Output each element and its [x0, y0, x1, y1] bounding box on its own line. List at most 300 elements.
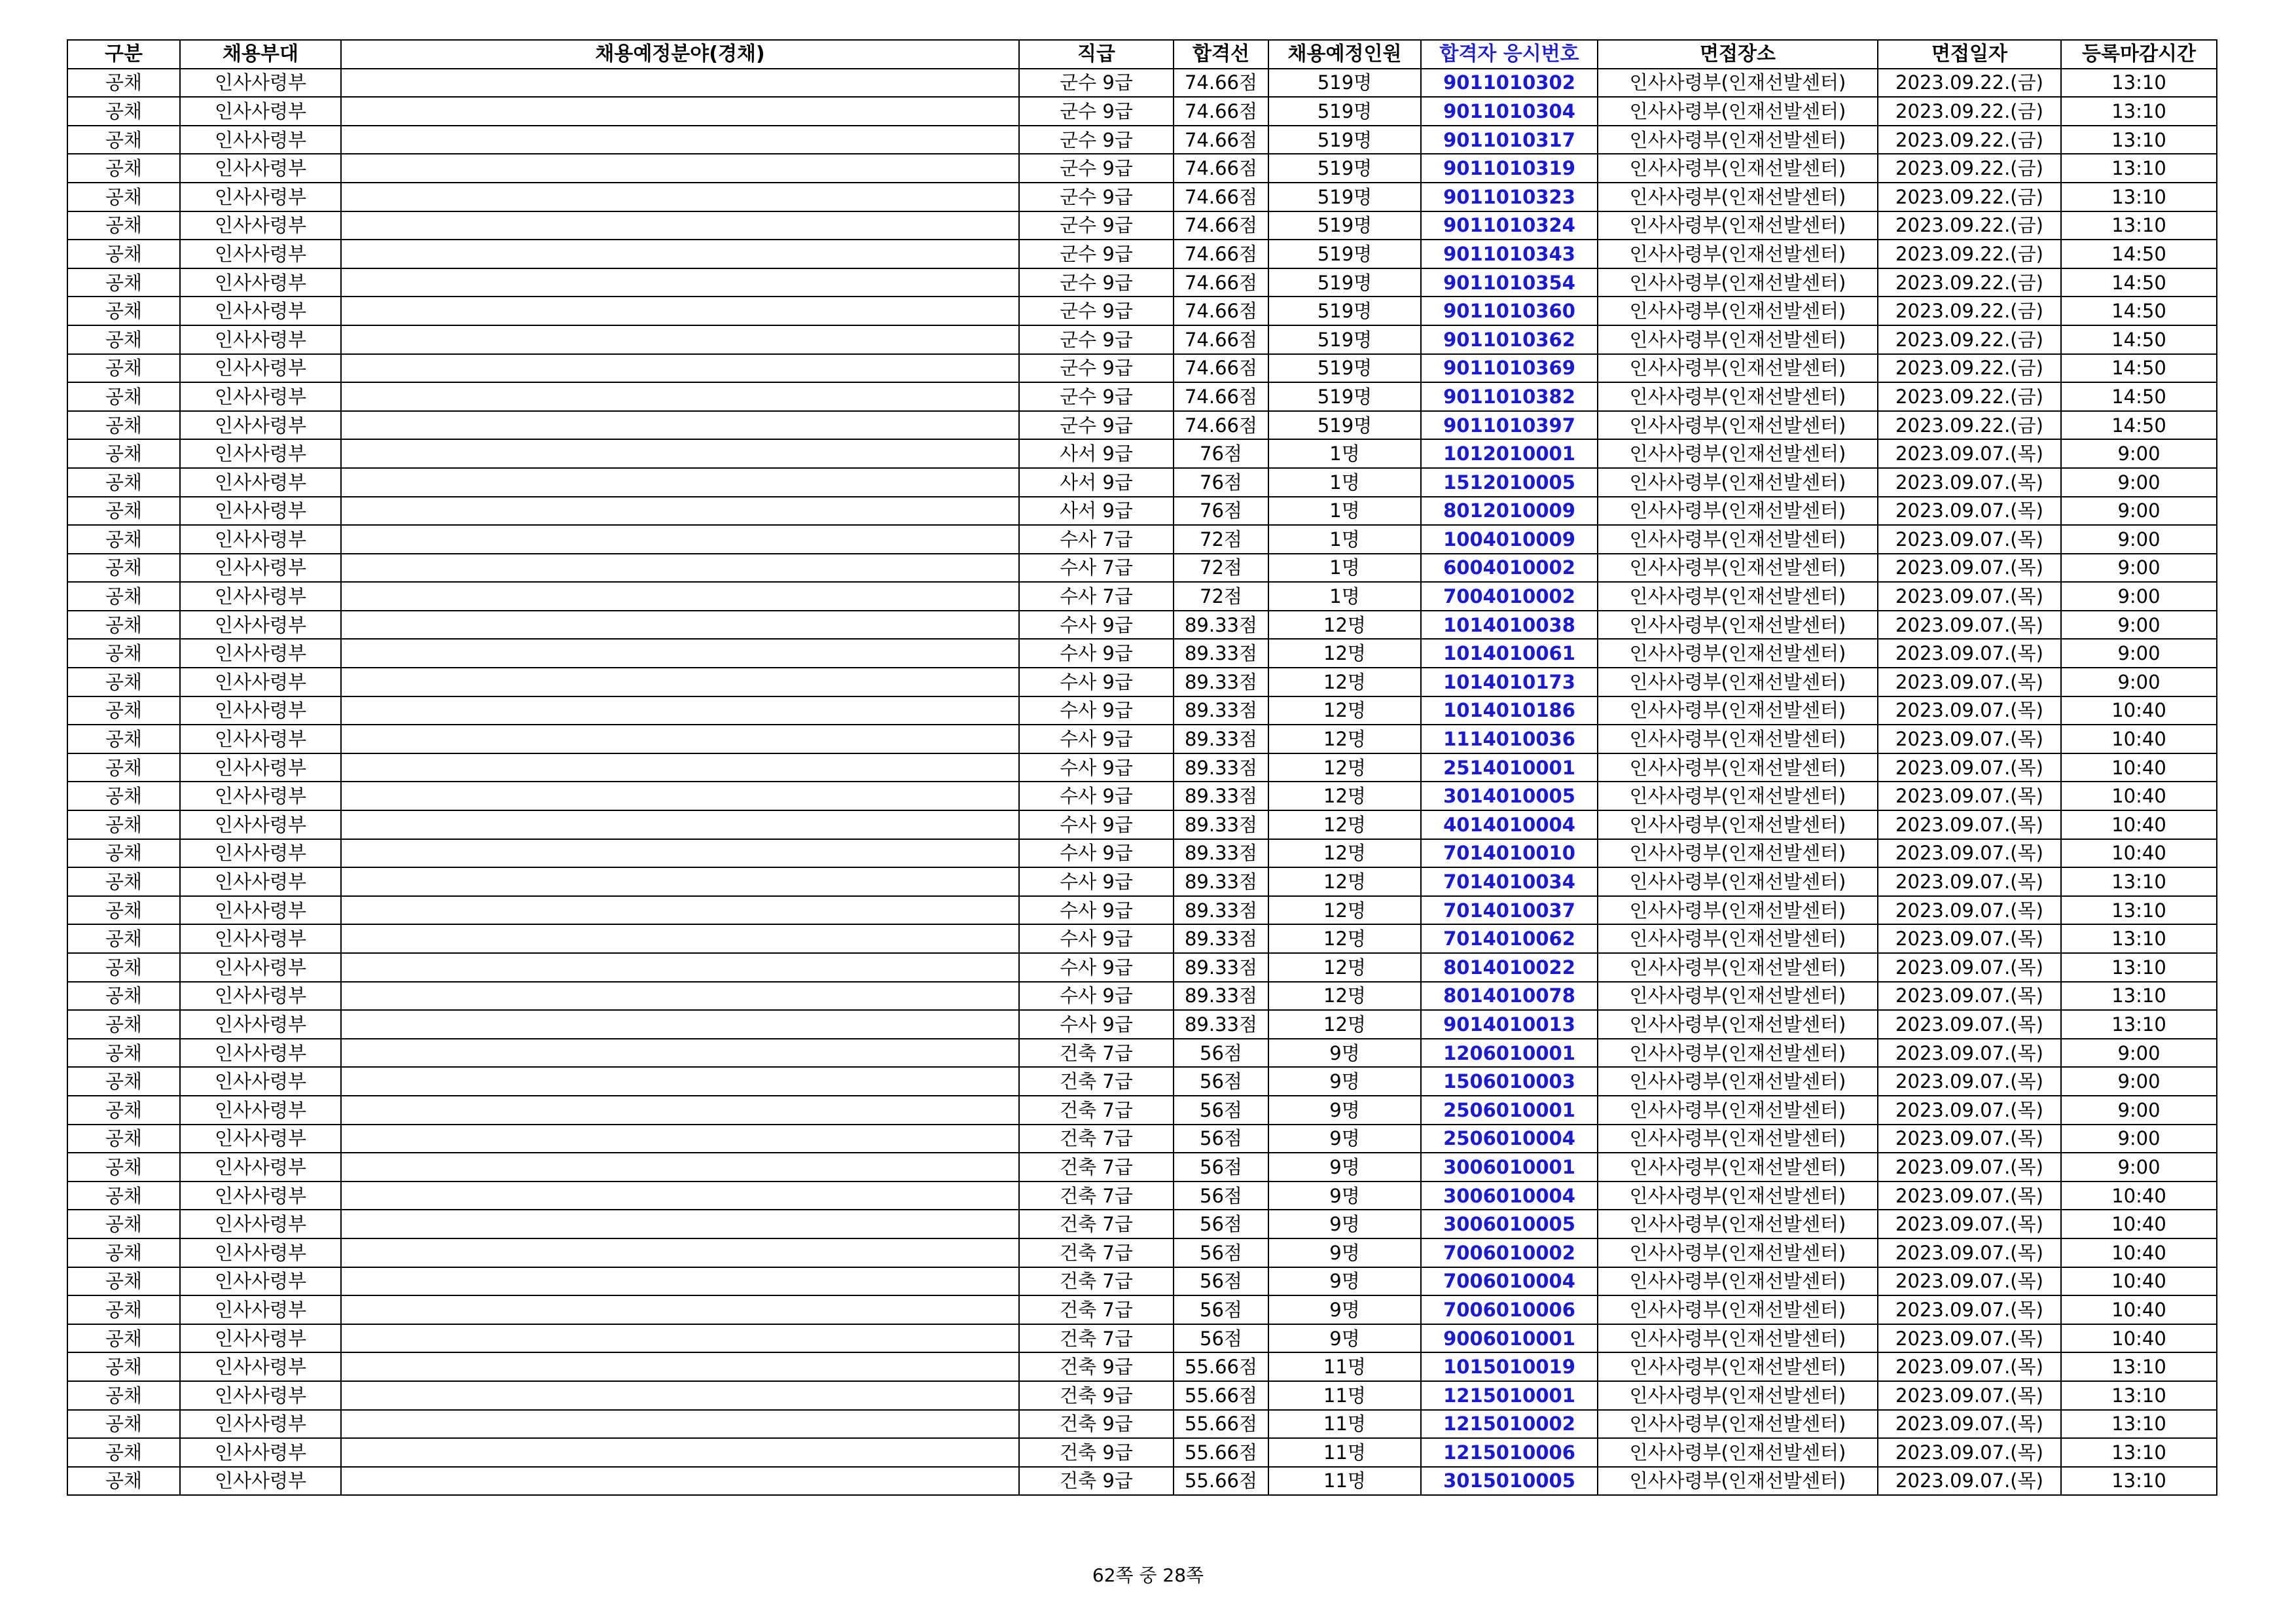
cell-exam-number: 1014010173: [1421, 668, 1598, 696]
cell-place: 인사사령부(인재선발센터): [1598, 211, 1878, 240]
cell-place: 인사사령부(인재선발센터): [1598, 97, 1878, 126]
cell-dept: 인사사령부: [180, 639, 341, 668]
cell-date: 2023.09.07.(목): [1878, 982, 2061, 1011]
table-row: [67, 126, 2217, 154]
cell-field: [341, 1467, 1019, 1496]
cell-place: 인사사령부(인재선발센터): [1598, 439, 1878, 468]
table-row: [67, 1467, 2217, 1496]
cell-date: 2023.09.07.(목): [1878, 497, 2061, 526]
cell-field: [341, 668, 1019, 696]
cell-exam-number: 9011010323: [1421, 183, 1598, 211]
header-grade: 직급: [1019, 40, 1174, 69]
cell-exam-number: 1004010009: [1421, 525, 1598, 554]
header-date: 면접일자: [1878, 40, 2061, 69]
cell-exam-number: 9014010013: [1421, 1010, 1598, 1039]
cell-dept: 인사사령부: [180, 1295, 341, 1324]
cell-dept: 인사사령부: [180, 1238, 341, 1267]
cell-planned: 11명: [1268, 1467, 1421, 1496]
cell-exam-number: 7006010002: [1421, 1238, 1598, 1267]
cell-dept: 인사사령부: [180, 497, 341, 526]
cell-cutoff: 89.33점: [1174, 924, 1268, 953]
table-row: [67, 982, 2217, 1011]
cell-deadline: 13:10: [2061, 953, 2217, 982]
cell-field: [341, 896, 1019, 925]
cell-dept: 인사사령부: [180, 611, 341, 640]
cell-deadline: 13:10: [2061, 1410, 2217, 1439]
table-row: [67, 411, 2217, 440]
cell-exam-number: 9011010362: [1421, 325, 1598, 354]
cell-planned: 12명: [1268, 896, 1421, 925]
cell-date: 2023.09.07.(목): [1878, 1267, 2061, 1296]
table-row: [67, 1410, 2217, 1439]
cell-deadline: 9:00: [2061, 582, 2217, 611]
cell-deadline: 13:10: [2061, 211, 2217, 240]
cell-date: 2023.09.07.(목): [1878, 1039, 2061, 1068]
cell-date: 2023.09.07.(목): [1878, 1324, 2061, 1353]
cell-cutoff: 89.33점: [1174, 953, 1268, 982]
cell-date: 2023.09.07.(목): [1878, 696, 2061, 725]
cell-exam-number: 9006010001: [1421, 1324, 1598, 1353]
cell-place: 인사사령부(인재선발센터): [1598, 1438, 1878, 1467]
cell-category: 공채: [67, 1267, 180, 1296]
cell-exam-number: 2506010004: [1421, 1125, 1598, 1153]
header-deadline: 등록마감시간: [2061, 40, 2217, 69]
cell-deadline: 13:10: [2061, 97, 2217, 126]
cell-cutoff: 56점: [1174, 1210, 1268, 1238]
cell-grade: 수사 7급: [1019, 582, 1174, 611]
cell-planned: 9명: [1268, 1039, 1421, 1068]
table-row: [67, 1125, 2217, 1153]
cell-deadline: 9:00: [2061, 525, 2217, 554]
cell-dept: 인사사령부: [180, 382, 341, 411]
cell-field: [341, 1182, 1019, 1210]
cell-deadline: 9:00: [2061, 1039, 2217, 1068]
table-row: [67, 69, 2217, 98]
cell-category: 공채: [67, 439, 180, 468]
cell-cutoff: 55.66점: [1174, 1352, 1268, 1381]
cell-date: 2023.09.07.(목): [1878, 1125, 2061, 1153]
cell-date: 2023.09.07.(목): [1878, 439, 2061, 468]
cell-category: 공채: [67, 126, 180, 154]
cell-deadline: 14:50: [2061, 325, 2217, 354]
cell-field: [341, 525, 1019, 554]
cell-dept: 인사사령부: [180, 1381, 341, 1410]
table-row: [67, 1067, 2217, 1096]
cell-dept: 인사사령부: [180, 1125, 341, 1153]
cell-place: 인사사령부(인재선발센터): [1598, 1010, 1878, 1039]
table-row: [67, 782, 2217, 810]
cell-planned: 1명: [1268, 554, 1421, 583]
cell-exam-number: 1206010001: [1421, 1039, 1598, 1068]
cell-planned: 9명: [1268, 1267, 1421, 1296]
cell-deadline: 13:10: [2061, 183, 2217, 211]
cell-field: [341, 1067, 1019, 1096]
cell-field: [341, 1295, 1019, 1324]
cell-grade: 수사 9급: [1019, 982, 1174, 1011]
cell-dept: 인사사령부: [180, 1438, 341, 1467]
cell-place: 인사사령부(인재선발센터): [1598, 782, 1878, 810]
cell-exam-number: 1215010006: [1421, 1438, 1598, 1467]
cell-deadline: 9:00: [2061, 439, 2217, 468]
cell-cutoff: 89.33점: [1174, 839, 1268, 868]
cell-place: 인사사령부(인재선발센터): [1598, 582, 1878, 611]
cell-field: [341, 439, 1019, 468]
cell-cutoff: 89.33점: [1174, 725, 1268, 753]
table-row: [67, 1381, 2217, 1410]
cell-dept: 인사사령부: [180, 1410, 341, 1439]
cell-dept: 인사사령부: [180, 468, 341, 497]
cell-grade: 군수 9급: [1019, 297, 1174, 325]
cell-field: [341, 725, 1019, 753]
cell-grade: 건축 7급: [1019, 1295, 1174, 1324]
cell-exam-number: 1015010019: [1421, 1352, 1598, 1381]
cell-field: [341, 582, 1019, 611]
cell-planned: 12명: [1268, 611, 1421, 640]
table-row: [67, 611, 2217, 640]
cell-field: [341, 1039, 1019, 1068]
cell-dept: 인사사령부: [180, 297, 341, 325]
table-row: [67, 953, 2217, 982]
cell-category: 공채: [67, 325, 180, 354]
cell-grade: 수사 9급: [1019, 896, 1174, 925]
cell-category: 공채: [67, 497, 180, 526]
cell-date: 2023.09.22.(금): [1878, 354, 2061, 383]
cell-deadline: 10:40: [2061, 1324, 2217, 1353]
cell-grade: 수사 9급: [1019, 611, 1174, 640]
cell-date: 2023.09.07.(목): [1878, 1410, 2061, 1439]
cell-dept: 인사사령부: [180, 924, 341, 953]
cell-date: 2023.09.07.(목): [1878, 1238, 2061, 1267]
cell-category: 공채: [67, 268, 180, 297]
cell-place: 인사사령부(인재선발센터): [1598, 382, 1878, 411]
cell-deadline: 10:40: [2061, 753, 2217, 782]
cell-dept: 인사사령부: [180, 725, 341, 753]
cell-exam-number: 1014010038: [1421, 611, 1598, 640]
cell-deadline: 10:40: [2061, 1295, 2217, 1324]
cell-cutoff: 74.66점: [1174, 183, 1268, 211]
results-table: [67, 39, 2217, 1496]
cell-category: 공채: [67, 354, 180, 383]
cell-field: [341, 867, 1019, 896]
cell-exam-number: 9011010354: [1421, 268, 1598, 297]
cell-planned: 1명: [1268, 439, 1421, 468]
cell-place: 인사사령부(인재선발센터): [1598, 154, 1878, 183]
cell-cutoff: 89.33점: [1174, 668, 1268, 696]
cell-place: 인사사령부(인재선발센터): [1598, 183, 1878, 211]
cell-cutoff: 74.66점: [1174, 411, 1268, 440]
header-cutoff: 합격선: [1174, 40, 1268, 69]
cell-cutoff: 55.66점: [1174, 1381, 1268, 1410]
cell-field: [341, 1324, 1019, 1353]
cell-category: 공채: [67, 810, 180, 839]
table-row: [67, 725, 2217, 753]
cell-grade: 건축 9급: [1019, 1467, 1174, 1496]
cell-date: 2023.09.07.(목): [1878, 1438, 2061, 1467]
cell-planned: 519명: [1268, 382, 1421, 411]
cell-deadline: 10:40: [2061, 1267, 2217, 1296]
cell-grade: 건축 7급: [1019, 1125, 1174, 1153]
cell-dept: 인사사령부: [180, 268, 341, 297]
cell-exam-number: 9011010319: [1421, 154, 1598, 183]
cell-place: 인사사령부(인재선발센터): [1598, 725, 1878, 753]
cell-dept: 인사사령부: [180, 1067, 341, 1096]
cell-dept: 인사사령부: [180, 554, 341, 583]
cell-date: 2023.09.22.(금): [1878, 325, 2061, 354]
cell-cutoff: 89.33점: [1174, 896, 1268, 925]
table-row: [67, 1096, 2217, 1125]
cell-planned: 519명: [1268, 297, 1421, 325]
cell-exam-number: 6004010002: [1421, 554, 1598, 583]
cell-exam-number: 1012010001: [1421, 439, 1598, 468]
cell-field: [341, 810, 1019, 839]
table-row: [67, 354, 2217, 383]
cell-date: 2023.09.07.(목): [1878, 525, 2061, 554]
cell-planned: 519명: [1268, 240, 1421, 268]
cell-dept: 인사사령부: [180, 896, 341, 925]
cell-cutoff: 89.33점: [1174, 782, 1268, 810]
cell-planned: 12명: [1268, 810, 1421, 839]
cell-grade: 수사 7급: [1019, 525, 1174, 554]
cell-deadline: 14:50: [2061, 240, 2217, 268]
cell-deadline: 13:10: [2061, 1352, 2217, 1381]
cell-cutoff: 89.33점: [1174, 753, 1268, 782]
cell-exam-number: 3015010005: [1421, 1467, 1598, 1496]
cell-planned: 12명: [1268, 782, 1421, 810]
cell-deadline: 13:10: [2061, 126, 2217, 154]
cell-place: 인사사령부(인재선발센터): [1598, 1410, 1878, 1439]
cell-place: 인사사령부(인재선발센터): [1598, 1324, 1878, 1353]
cell-field: [341, 1210, 1019, 1238]
cell-category: 공채: [67, 611, 180, 640]
table-row: [67, 1153, 2217, 1182]
table-row: [67, 1182, 2217, 1210]
cell-planned: 12명: [1268, 639, 1421, 668]
cell-cutoff: 74.66점: [1174, 97, 1268, 126]
cell-date: 2023.09.22.(금): [1878, 411, 2061, 440]
cell-date: 2023.09.22.(금): [1878, 97, 2061, 126]
cell-planned: 519명: [1268, 411, 1421, 440]
cell-planned: 9명: [1268, 1295, 1421, 1324]
table-row: [67, 211, 2217, 240]
cell-dept: 인사사령부: [180, 1467, 341, 1496]
cell-exam-number: 9011010369: [1421, 354, 1598, 383]
cell-deadline: 9:00: [2061, 611, 2217, 640]
cell-place: 인사사령부(인재선발센터): [1598, 1381, 1878, 1410]
cell-field: [341, 297, 1019, 325]
header-category: 구분: [67, 40, 180, 69]
cell-grade: 수사 9급: [1019, 782, 1174, 810]
cell-date: 2023.09.07.(목): [1878, 554, 2061, 583]
cell-grade: 군수 9급: [1019, 325, 1174, 354]
cell-exam-number: 1014010061: [1421, 639, 1598, 668]
cell-category: 공채: [67, 240, 180, 268]
cell-deadline: 10:40: [2061, 1238, 2217, 1267]
cell-cutoff: 72점: [1174, 525, 1268, 554]
cell-planned: 11명: [1268, 1381, 1421, 1410]
cell-cutoff: 55.66점: [1174, 1438, 1268, 1467]
cell-deadline: 14:50: [2061, 268, 2217, 297]
cell-date: 2023.09.07.(목): [1878, 953, 2061, 982]
cell-field: [341, 211, 1019, 240]
cell-deadline: 9:00: [2061, 1125, 2217, 1153]
table-row: [67, 1238, 2217, 1267]
cell-exam-number: 9011010302: [1421, 69, 1598, 98]
cell-cutoff: 55.66점: [1174, 1410, 1268, 1439]
cell-grade: 군수 9급: [1019, 240, 1174, 268]
cell-date: 2023.09.07.(목): [1878, 1352, 2061, 1381]
cell-cutoff: 74.66점: [1174, 154, 1268, 183]
cell-dept: 인사사령부: [180, 525, 341, 554]
cell-exam-number: 2506010001: [1421, 1096, 1598, 1125]
cell-field: [341, 97, 1019, 126]
cell-place: 인사사령부(인재선발센터): [1598, 1467, 1878, 1496]
cell-date: 2023.09.07.(목): [1878, 1010, 2061, 1039]
cell-planned: 11명: [1268, 1410, 1421, 1439]
cell-category: 공채: [67, 1125, 180, 1153]
cell-dept: 인사사령부: [180, 325, 341, 354]
cell-planned: 12명: [1268, 753, 1421, 782]
cell-dept: 인사사령부: [180, 982, 341, 1011]
cell-cutoff: 74.66점: [1174, 240, 1268, 268]
cell-date: 2023.09.07.(목): [1878, 1467, 2061, 1496]
cell-place: 인사사령부(인재선발센터): [1598, 1153, 1878, 1182]
cell-place: 인사사령부(인재선발센터): [1598, 639, 1878, 668]
cell-planned: 12명: [1268, 696, 1421, 725]
cell-grade: 건축 7급: [1019, 1153, 1174, 1182]
cell-cutoff: 89.33점: [1174, 982, 1268, 1011]
cell-exam-number: 7006010004: [1421, 1267, 1598, 1296]
table-row: [67, 382, 2217, 411]
cell-planned: 11명: [1268, 1352, 1421, 1381]
cell-field: [341, 782, 1019, 810]
cell-field: [341, 497, 1019, 526]
cell-cutoff: 74.66점: [1174, 354, 1268, 383]
cell-exam-number: 1014010186: [1421, 696, 1598, 725]
cell-place: 인사사령부(인재선발센터): [1598, 1210, 1878, 1238]
cell-cutoff: 56점: [1174, 1182, 1268, 1210]
cell-exam-number: 3006010001: [1421, 1153, 1598, 1182]
cell-place: 인사사령부(인재선발센터): [1598, 1267, 1878, 1296]
cell-grade: 수사 9급: [1019, 839, 1174, 868]
cell-grade: 사서 9급: [1019, 439, 1174, 468]
cell-field: [341, 382, 1019, 411]
cell-place: 인사사령부(인재선발센터): [1598, 867, 1878, 896]
table-row: [67, 325, 2217, 354]
cell-category: 공채: [67, 725, 180, 753]
table-row: [67, 97, 2217, 126]
cell-cutoff: 76점: [1174, 468, 1268, 497]
table-row: [67, 924, 2217, 953]
cell-grade: 건축 9급: [1019, 1352, 1174, 1381]
cell-field: [341, 953, 1019, 982]
table-row: [67, 867, 2217, 896]
cell-date: 2023.09.07.(목): [1878, 782, 2061, 810]
cell-exam-number: 9011010382: [1421, 382, 1598, 411]
cell-exam-number: 3014010005: [1421, 782, 1598, 810]
cell-dept: 인사사령부: [180, 1267, 341, 1296]
cell-dept: 인사사령부: [180, 1039, 341, 1068]
cell-grade: 사서 9급: [1019, 497, 1174, 526]
cell-dept: 인사사령부: [180, 1324, 341, 1353]
cell-category: 공채: [67, 1324, 180, 1353]
cell-exam-number: 9011010397: [1421, 411, 1598, 440]
cell-deadline: 13:10: [2061, 924, 2217, 953]
cell-category: 공채: [67, 639, 180, 668]
cell-cutoff: 89.33점: [1174, 1010, 1268, 1039]
cell-category: 공채: [67, 1067, 180, 1096]
cell-grade: 군수 9급: [1019, 211, 1174, 240]
cell-planned: 519명: [1268, 126, 1421, 154]
table-row: [67, 668, 2217, 696]
cell-dept: 인사사령부: [180, 1210, 341, 1238]
cell-category: 공채: [67, 896, 180, 925]
cell-planned: 12명: [1268, 839, 1421, 868]
cell-place: 인사사령부(인재선발센터): [1598, 953, 1878, 982]
header-row: [67, 40, 2217, 69]
table-body: [67, 69, 2217, 1496]
cell-place: 인사사령부(인재선발센터): [1598, 554, 1878, 583]
cell-planned: 519명: [1268, 97, 1421, 126]
cell-date: 2023.09.07.(목): [1878, 1295, 2061, 1324]
cell-date: 2023.09.07.(목): [1878, 1182, 2061, 1210]
cell-planned: 9명: [1268, 1182, 1421, 1210]
cell-deadline: 10:40: [2061, 1210, 2217, 1238]
cell-deadline: 10:40: [2061, 1182, 2217, 1210]
cell-exam-number: 2514010001: [1421, 753, 1598, 782]
cell-category: 공채: [67, 183, 180, 211]
cell-deadline: 9:00: [2061, 468, 2217, 497]
cell-dept: 인사사령부: [180, 69, 341, 98]
cell-planned: 519명: [1268, 354, 1421, 383]
table-row: [67, 554, 2217, 583]
cell-dept: 인사사령부: [180, 867, 341, 896]
table-row: [67, 896, 2217, 925]
cell-place: 인사사령부(인재선발센터): [1598, 297, 1878, 325]
cell-date: 2023.09.07.(목): [1878, 839, 2061, 868]
cell-planned: 1명: [1268, 525, 1421, 554]
cell-field: [341, 1267, 1019, 1296]
cell-dept: 인사사령부: [180, 211, 341, 240]
cell-deadline: 13:10: [2061, 1438, 2217, 1467]
header-planned: 채용예정인원: [1268, 40, 1421, 69]
cell-field: [341, 554, 1019, 583]
cell-cutoff: 74.66점: [1174, 297, 1268, 325]
cell-field: [341, 1125, 1019, 1153]
cell-deadline: 9:00: [2061, 639, 2217, 668]
cell-deadline: 13:10: [2061, 1381, 2217, 1410]
cell-grade: 군수 9급: [1019, 183, 1174, 211]
cell-planned: 1명: [1268, 468, 1421, 497]
cell-deadline: 10:40: [2061, 725, 2217, 753]
cell-field: [341, 411, 1019, 440]
cell-dept: 인사사령부: [180, 1096, 341, 1125]
cell-planned: 9명: [1268, 1153, 1421, 1182]
cell-planned: 12명: [1268, 982, 1421, 1011]
cell-deadline: 9:00: [2061, 1096, 2217, 1125]
table-row: [67, 696, 2217, 725]
cell-field: [341, 240, 1019, 268]
table-row: [67, 240, 2217, 268]
cell-category: 공채: [67, 782, 180, 810]
cell-grade: 수사 9급: [1019, 725, 1174, 753]
cell-deadline: 13:10: [2061, 982, 2217, 1011]
cell-dept: 인사사령부: [180, 1182, 341, 1210]
cell-planned: 9명: [1268, 1324, 1421, 1353]
cell-cutoff: 89.33점: [1174, 611, 1268, 640]
cell-field: [341, 1381, 1019, 1410]
table-row: [67, 268, 2217, 297]
cell-field: [341, 924, 1019, 953]
